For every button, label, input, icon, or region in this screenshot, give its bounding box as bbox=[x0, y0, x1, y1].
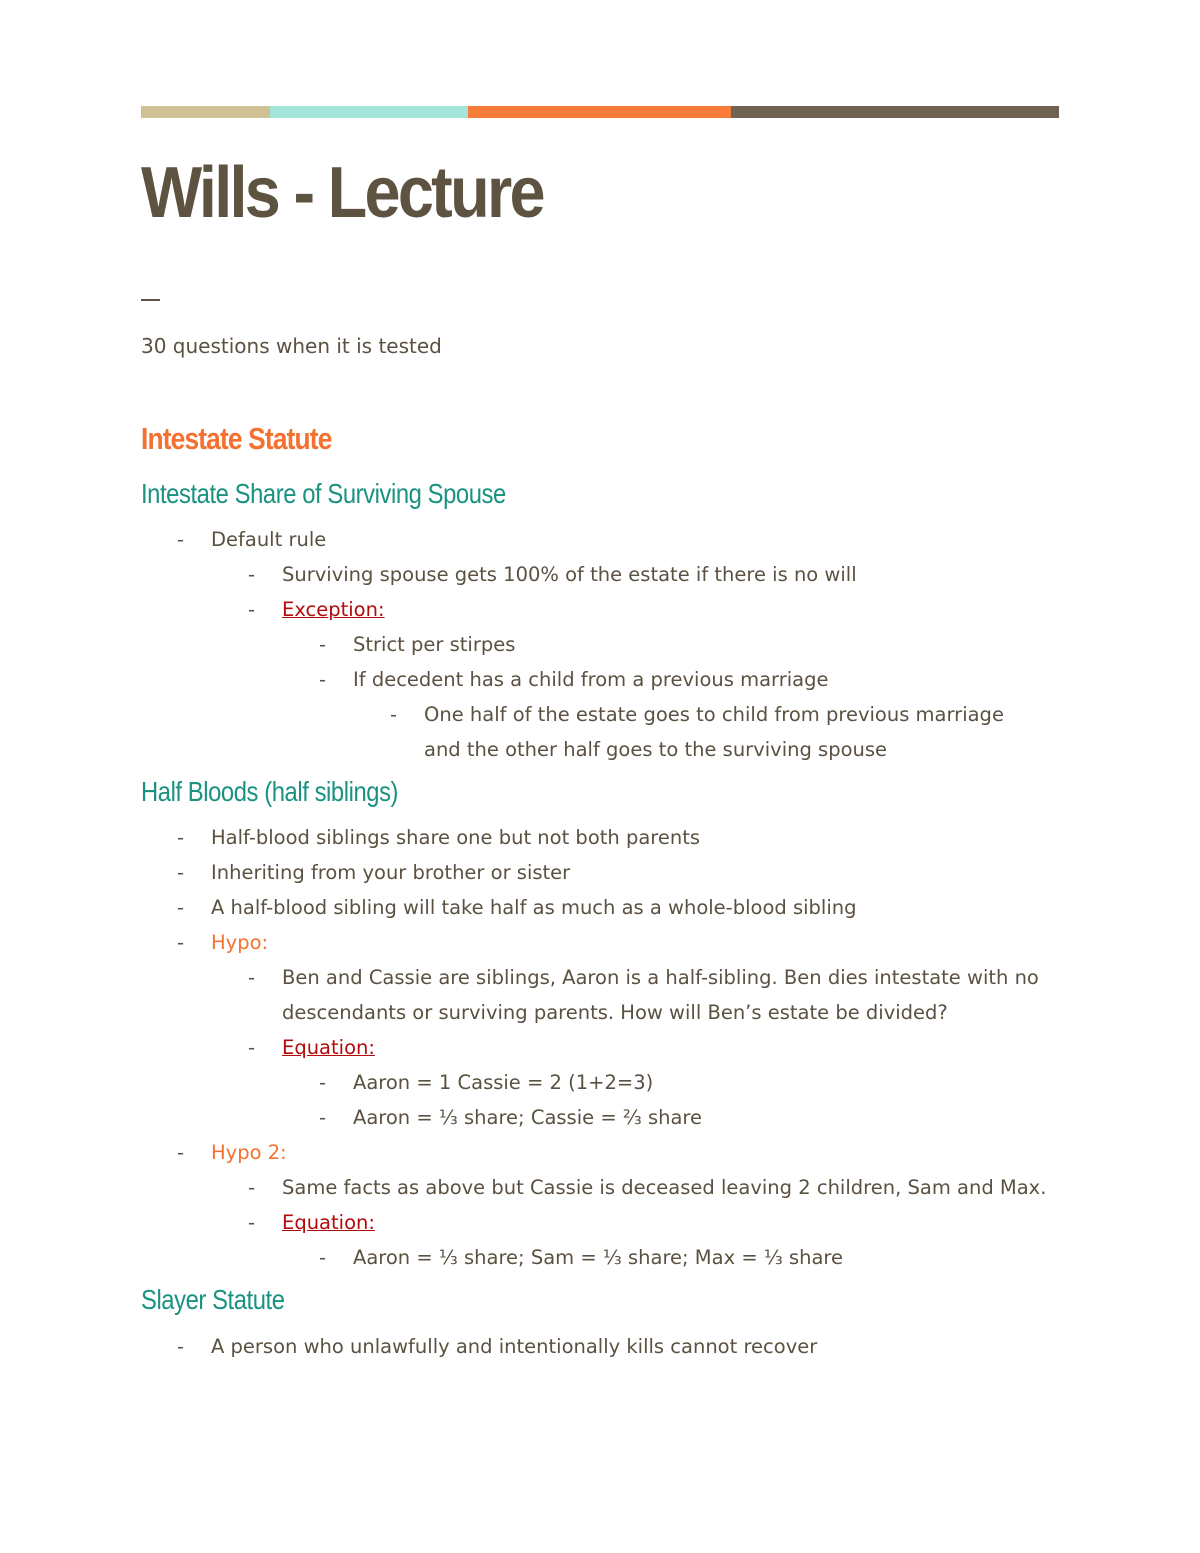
list-item bbox=[248, 1030, 375, 1065]
exception-label: Exception: bbox=[282, 598, 385, 621]
heading-intestate-statute: Intestate Statute bbox=[141, 421, 332, 456]
list-item: - A person who unlawfully and intentionally kills cannot recover bbox=[211, 1329, 817, 1364]
document-title: Wills - Lecture bbox=[141, 153, 543, 233]
bullet: - bbox=[319, 668, 327, 691]
hypo2-label: Hypo 2: bbox=[211, 1141, 287, 1164]
heading-surviving-spouse: Intestate Share of Surviving Spouse bbox=[141, 478, 506, 509]
list-item: - Same facts as above but Cassie is deceased leaving 2 children, Sam and Max. bbox=[282, 1170, 1046, 1205]
bullet: - bbox=[319, 633, 327, 656]
bullet: - bbox=[177, 896, 185, 919]
color-bar-segment bbox=[141, 106, 270, 118]
bullet: - bbox=[177, 528, 185, 551]
list-item: - Strict per stirpes bbox=[353, 627, 515, 662]
bullet: - bbox=[319, 1071, 327, 1094]
color-bar-segment bbox=[270, 106, 468, 118]
heading-slayer-statute: Slayer Statute bbox=[141, 1284, 285, 1315]
bullet: - bbox=[248, 1211, 256, 1234]
equation-label: Equation: bbox=[282, 1211, 375, 1234]
list-item bbox=[248, 1205, 375, 1240]
list-item: - Aaron = ⅓ share; Sam = ⅓ share; Max = ⅓ share bbox=[353, 1240, 843, 1275]
list-item-continuation: descendants or surviving parents. How will Ben’s estate be divided? bbox=[282, 1001, 948, 1024]
heading-half-bloods: Half Bloods (half siblings) bbox=[141, 776, 399, 807]
bullet: - bbox=[177, 931, 185, 954]
bullet: - bbox=[248, 1176, 256, 1199]
title-dash bbox=[141, 299, 160, 301]
list-item: - Aaron = ⅓ share; Cassie = ⅔ share bbox=[353, 1100, 702, 1135]
subtitle: 30 questions when it is tested bbox=[141, 334, 442, 358]
color-bar-segment bbox=[731, 106, 1059, 118]
bullet: - bbox=[319, 1106, 327, 1129]
list-item: - Inheriting from your brother or sister bbox=[211, 855, 570, 890]
list-item: - If decedent has a child from a previous marriage bbox=[353, 662, 828, 697]
bullet: - bbox=[248, 966, 256, 989]
list-item bbox=[177, 1135, 287, 1170]
bullet: - bbox=[177, 1141, 185, 1164]
bullet: - bbox=[177, 826, 185, 849]
list-item: - Default rule bbox=[211, 522, 326, 557]
list-item: - Half-blood siblings share one but not both parents bbox=[211, 820, 700, 855]
bullet: - bbox=[390, 703, 398, 726]
equation-label: Equation: bbox=[282, 1036, 375, 1059]
header-color-bar bbox=[141, 106, 1059, 118]
bullet: - bbox=[248, 1036, 256, 1059]
bullet: - bbox=[319, 1246, 327, 1269]
bullet: - bbox=[177, 861, 185, 884]
list-item bbox=[177, 925, 269, 960]
list-item: - Ben and Cassie are siblings, Aaron is a half-sibling. Ben dies intestate with no bbox=[282, 960, 1039, 995]
color-bar-segment bbox=[468, 106, 731, 118]
hypo-label: Hypo: bbox=[211, 931, 269, 954]
list-item: - One half of the estate goes to child from previous marriage bbox=[424, 697, 1004, 732]
list-item: - Surviving spouse gets 100% of the estate if there is no will bbox=[282, 557, 857, 592]
list-item: - Aaron = 1 Cassie = 2 (1+2=3) bbox=[353, 1065, 653, 1100]
bullet: - bbox=[248, 563, 256, 586]
list-item bbox=[248, 592, 385, 627]
bullet: - bbox=[248, 598, 256, 621]
bullet: - bbox=[177, 1335, 185, 1358]
list-item-continuation: and the other half goes to the surviving spouse bbox=[424, 738, 888, 761]
list-item: - A half-blood sibling will take half as much as a whole-blood sibling bbox=[211, 890, 856, 925]
